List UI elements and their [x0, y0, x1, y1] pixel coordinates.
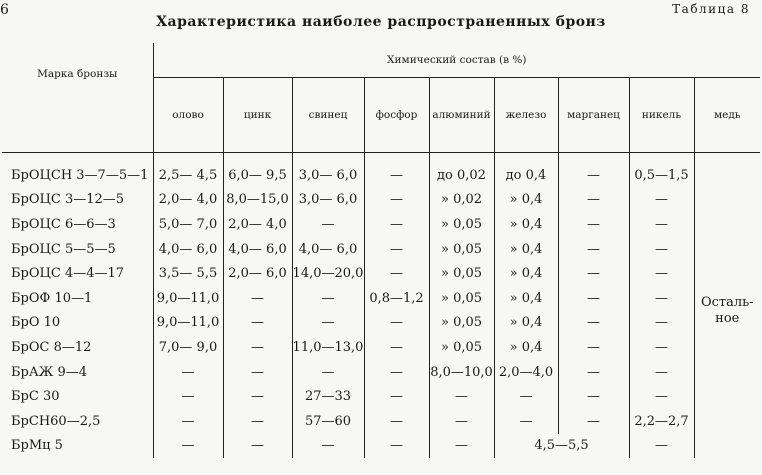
value-cell: 4,0— 6,0 [223, 237, 292, 262]
column-header-0: олово [153, 77, 223, 152]
column-header-8: медь [694, 77, 760, 152]
column-header-5: железо [494, 77, 558, 152]
table-row [2, 212, 760, 237]
value-cell: — [429, 409, 494, 434]
brand-cell: БрО 10 [11, 315, 61, 331]
copper-remainder-text: Осталь- ное [700, 294, 754, 326]
value-cell: 3,5— 5,5 [153, 261, 223, 286]
value-cell: — [292, 286, 364, 311]
value-cell: » 0,02 [429, 188, 494, 213]
value-cell: — [494, 384, 558, 409]
value-cell: — [153, 434, 223, 459]
value-cell: — [153, 360, 223, 385]
value-cell: до 0,02 [429, 153, 494, 188]
brand-cell: БрОЦС 5—5—5 [11, 241, 116, 257]
value-cell: » 0,05 [429, 212, 494, 237]
value-cell: — [558, 237, 629, 262]
brand-cell: БрОЦС 3—12—5 [11, 192, 125, 208]
table-caption: Характеристика наиболее распространенных бронз [156, 14, 606, 30]
value-cell: — [153, 409, 223, 434]
value-cell: — [153, 384, 223, 409]
value-cell: — [558, 384, 629, 409]
table-header [2, 43, 760, 153]
value-cell: 9,0—11,0 [153, 286, 223, 311]
value-cell: — [364, 409, 429, 434]
table-body [2, 153, 760, 459]
table-row [2, 311, 760, 336]
value-cell: — [629, 237, 694, 262]
value-cell: — [292, 311, 364, 336]
value-cell: 0,8—1,2 [364, 286, 429, 311]
value-cell: — [364, 360, 429, 385]
value-cell: — [429, 384, 494, 409]
table-row [2, 434, 760, 459]
value-cell: — [364, 188, 429, 213]
value-cell: — [223, 360, 292, 385]
value-cell: — [223, 335, 292, 360]
value-cell: » 0,05 [429, 237, 494, 262]
value-cell: — [364, 335, 429, 360]
value-cell: — [629, 434, 694, 459]
brand-cell: БрАЖ 9—4 [11, 364, 88, 380]
column-header-6: марганец [558, 77, 629, 152]
value-cell: — [629, 261, 694, 286]
value-cell: — [292, 212, 364, 237]
column-header-4: алюминий [429, 77, 494, 152]
value-cell: » 0,4 [494, 237, 558, 262]
column-header-brand: Марка бронзы [2, 43, 153, 153]
value-cell: — [558, 261, 629, 286]
value-cell: — [558, 188, 629, 213]
brand-cell: БрСН60—2,5 [11, 413, 101, 429]
value-cell: — [223, 311, 292, 336]
brand-cell: БрМц 5 [11, 438, 63, 454]
brand-cell: БрОЦСН 3—7—5—1 [11, 167, 149, 183]
value-cell: — [629, 384, 694, 409]
value-cell: — [292, 360, 364, 385]
table-number: Таблица 8 [672, 2, 750, 16]
value-cell: до 0,4 [494, 153, 558, 188]
value-cell: 4,0— 6,0 [153, 237, 223, 262]
value-cell: — [364, 212, 429, 237]
value-cell: — [558, 360, 629, 385]
value-cell: » 0,05 [429, 261, 494, 286]
value-cell: — [223, 384, 292, 409]
value-cell: 6,0— 9,5 [223, 153, 292, 188]
value-cell: — [364, 153, 429, 188]
value-cell: — [558, 409, 629, 434]
value-cell: 57—60 [292, 409, 364, 434]
brand-cell: БрОЦС 6—6—3 [11, 216, 116, 232]
value-cell: — [629, 335, 694, 360]
copper-remainder-cell [694, 153, 760, 459]
table-row [2, 286, 760, 311]
value-cell: — [364, 434, 429, 459]
column-header-3: фосфор [364, 77, 429, 152]
value-cell: 14,0—20,0 [292, 261, 364, 286]
value-cell: — [558, 212, 629, 237]
value-cell: 2,0— 4,0 [153, 188, 223, 213]
table-row [2, 409, 760, 434]
value-cell: » 0,4 [494, 311, 558, 336]
value-cell: » 0,4 [494, 286, 558, 311]
value-cell: 2,0— 4,0 [223, 212, 292, 237]
table-row [2, 335, 760, 360]
value-cell: — [558, 153, 629, 188]
table-row [2, 261, 760, 286]
column-header-7: никель [629, 77, 694, 152]
value-cell: — [364, 384, 429, 409]
value-cell: — [364, 237, 429, 262]
value-cell: 0,5—1,5 [629, 153, 694, 188]
value-cell: 2,2—2,7 [629, 409, 694, 434]
column-header-1: цинк [223, 77, 292, 152]
table-row [2, 384, 760, 409]
value-cell: — [364, 261, 429, 286]
value-cell: 5,0— 7,0 [153, 212, 223, 237]
table-row [2, 188, 760, 213]
value-cell: — [629, 360, 694, 385]
value-cell-merged: 4,5—5,5 [494, 434, 629, 459]
value-cell: — [292, 434, 364, 459]
value-cell: 3,0— 6,0 [292, 153, 364, 188]
value-cell: » 0,4 [494, 212, 558, 237]
value-cell: » 0,4 [494, 261, 558, 286]
value-cell: 2,0— 6,0 [223, 261, 292, 286]
value-cell: — [629, 188, 694, 213]
value-cell: — [558, 286, 629, 311]
value-cell: — [629, 286, 694, 311]
value-cell: » 0,05 [429, 286, 494, 311]
value-cell: » 0,4 [494, 188, 558, 213]
brand-cell: БрОС 8—12 [11, 339, 92, 355]
value-cell: 27—33 [292, 384, 364, 409]
table-row [2, 237, 760, 262]
value-cell: 4,0— 6,0 [292, 237, 364, 262]
value-cell: — [223, 409, 292, 434]
brand-cell: БрОФ 10—1 [11, 290, 93, 306]
value-cell: — [558, 311, 629, 336]
value-cell: 9,0—11,0 [153, 311, 223, 336]
value-cell: 8,0—15,0 [223, 188, 292, 213]
value-cell: — [558, 335, 629, 360]
page-corner-mark: 6 [0, 2, 9, 18]
value-cell: — [223, 434, 292, 459]
brand-cell: БрОЦС 4—4—17 [11, 266, 125, 282]
column-header-2: свинец [292, 77, 364, 152]
value-cell: 2,5— 4,5 [153, 153, 223, 188]
brand-cell: БрС 30 [11, 389, 60, 405]
value-cell: » 0,05 [429, 311, 494, 336]
table-row [2, 153, 760, 188]
value-cell: — [629, 311, 694, 336]
value-cell: — [364, 311, 429, 336]
bronze-composition-table [2, 43, 760, 458]
value-cell: — [223, 286, 292, 311]
value-cell: — [429, 434, 494, 459]
value-cell: » 0,4 [494, 335, 558, 360]
value-cell: » 0,05 [429, 335, 494, 360]
value-cell: — [629, 212, 694, 237]
value-cell: 2,0—4,0 [494, 360, 558, 385]
value-cell: 8,0—10,0 [429, 360, 494, 385]
value-cell: 11,0—13,0 [292, 335, 364, 360]
value-cell: 7,0— 9,0 [153, 335, 223, 360]
composition-header: Химический состав (в %) [153, 43, 760, 77]
value-cell: — [494, 409, 558, 434]
table-row [2, 360, 760, 385]
value-cell: 3,0— 6,0 [292, 188, 364, 213]
